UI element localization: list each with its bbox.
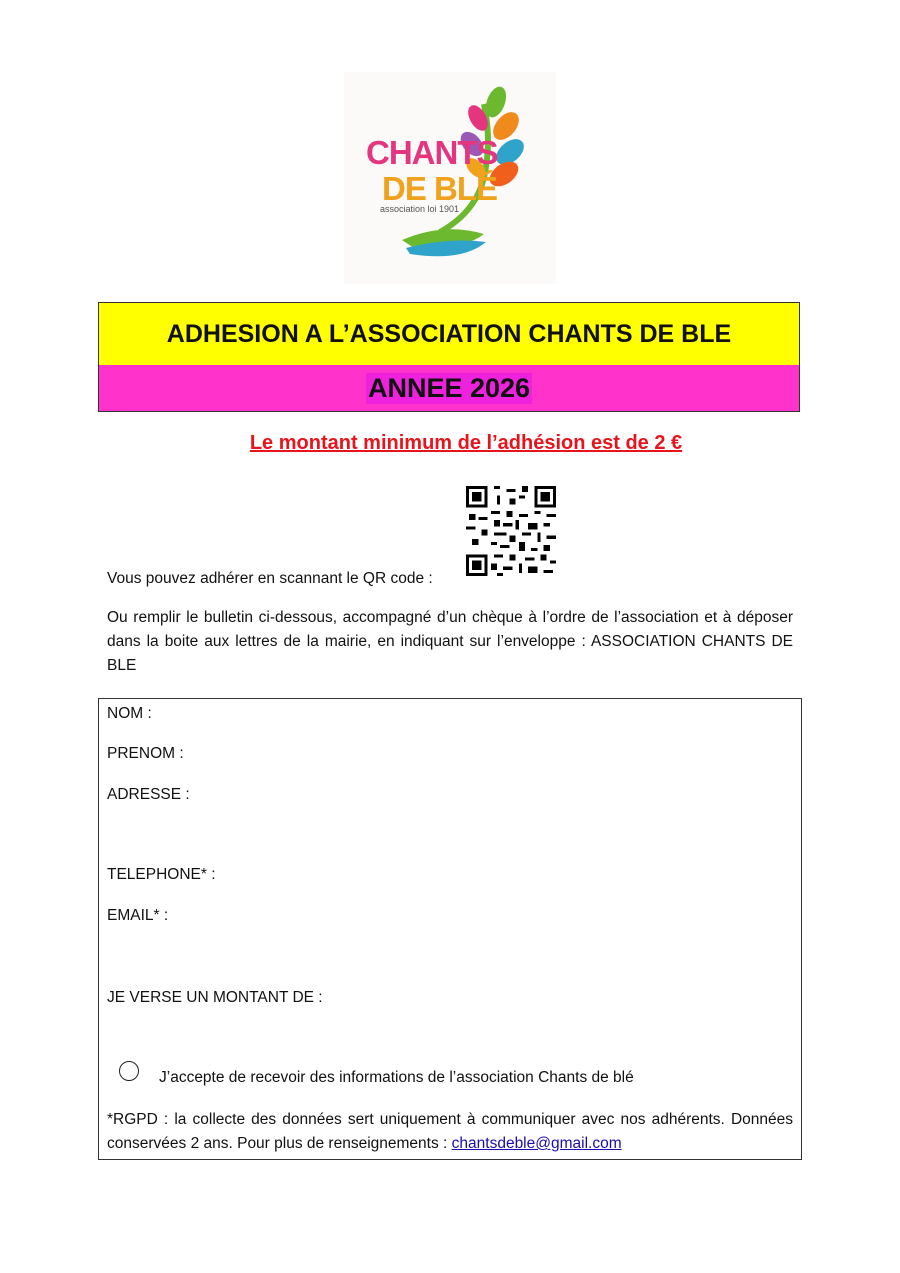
logo-line-2: DE BLÉ bbox=[382, 170, 498, 207]
qr-code-icon[interactable] bbox=[466, 486, 556, 576]
logo-subtitle: association loi 1901 bbox=[380, 204, 460, 214]
instructions-text: Ou remplir le bulletin ci-dessous, accompagné d’un chèque à l’ordre de l’association et à déposer dans la boite aux lettres de la mairie, en indiquant sur l’enveloppe : ASSOCIATION CHANTS DE BLE bbox=[107, 609, 793, 674]
membership-form bbox=[98, 698, 802, 1160]
rgpd-text: *RGPD : la collecte des données sert uniquement à communiquer avec nos adhérents. Données conservées 2 ans. Pour plus de renseignements : bbox=[107, 1111, 793, 1152]
nom-field[interactable]: NOM : bbox=[107, 705, 152, 722]
logo-line-1: CHANTS bbox=[366, 134, 498, 171]
montant-field[interactable]: JE VERSE UN MONTANT DE : bbox=[107, 989, 323, 1006]
rgpd-notice bbox=[107, 1108, 793, 1156]
consent-label: J’accepte de recevoir des informations de l’association Chants de blé bbox=[159, 1069, 634, 1086]
qr-intro-text: Vous pouvez adhérer en scannant le QR code : bbox=[107, 570, 433, 587]
email-field[interactable]: EMAIL* : bbox=[107, 907, 169, 924]
title-banner bbox=[98, 302, 800, 412]
consent-radio[interactable] bbox=[119, 1061, 139, 1081]
year-label: ANNEE 2026 bbox=[367, 372, 531, 403]
minimum-amount-notice: Le montant minimum de l’adhésion est de 2 € bbox=[249, 432, 683, 454]
page-title: ADHESION A L’ASSOCIATION CHANTS DE BLE bbox=[99, 303, 799, 365]
year-banner bbox=[99, 365, 799, 411]
telephone-field[interactable]: TELEPHONE* : bbox=[107, 866, 216, 883]
prenom-field[interactable]: PRENOM : bbox=[107, 745, 184, 762]
contact-email-link[interactable]: chantsdeble@gmail.com bbox=[451, 1135, 622, 1152]
adresse-field[interactable]: ADRESSE : bbox=[107, 786, 190, 803]
association-logo bbox=[344, 72, 556, 284]
